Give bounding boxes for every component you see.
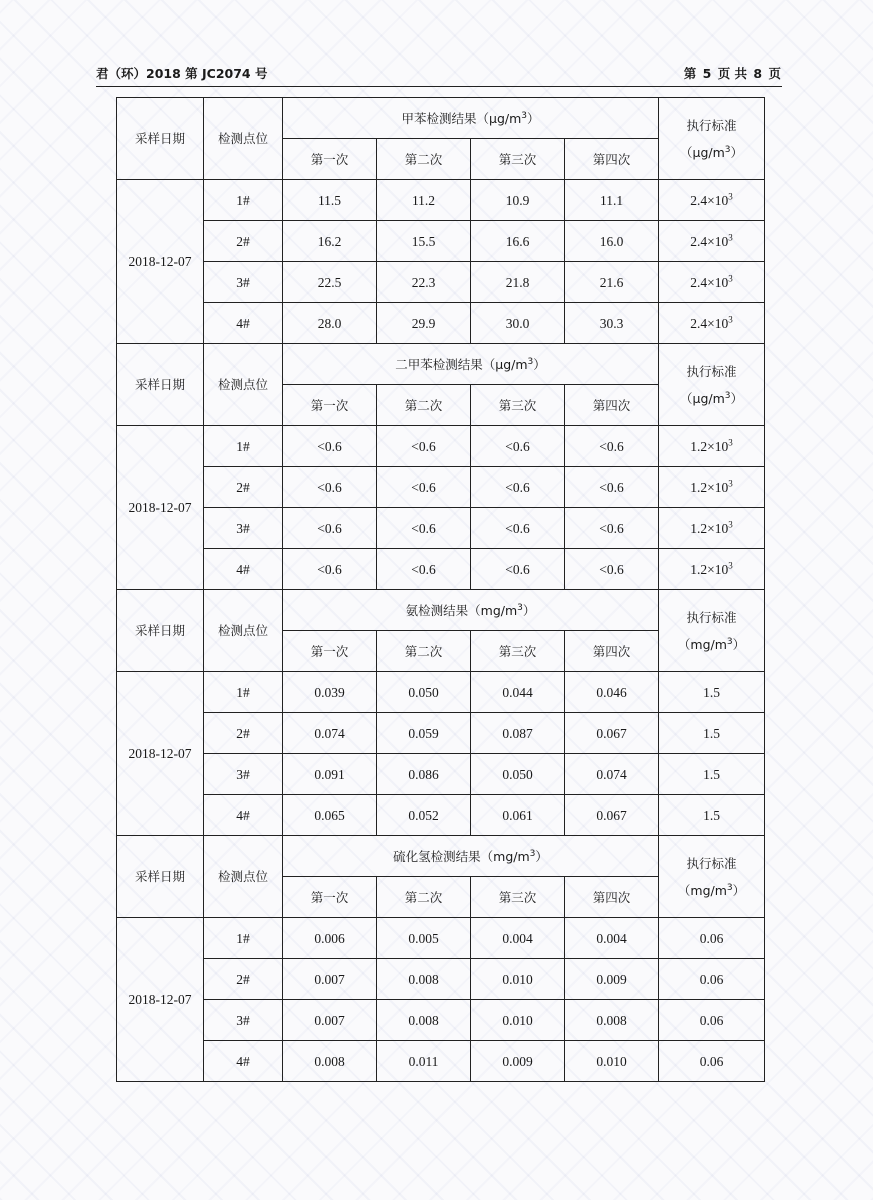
date-column-header: 采样日期 — [117, 344, 204, 426]
table-row — [117, 467, 765, 508]
standard-value-text: 0.06 — [699, 971, 724, 987]
page-end: 页 — [768, 66, 781, 81]
measurement-value: <0.6 — [471, 549, 565, 590]
standard-value-text: 2.4×10 — [690, 233, 729, 249]
standard-unit-sup: 3 — [724, 144, 731, 155]
sampling-date: 2018-12-07 — [117, 180, 204, 344]
measurement-value: 0.061 — [471, 795, 565, 836]
section-header-row — [117, 98, 765, 139]
section-header-row — [117, 590, 765, 631]
measurement-value: 0.067 — [565, 713, 659, 754]
standard-column-header — [659, 590, 765, 672]
measurement-value: 28.0 — [283, 303, 377, 344]
run-header: 第二次 — [377, 877, 471, 918]
standard-unit-sup: 3 — [726, 636, 733, 647]
sampling-point: 4# — [204, 795, 283, 836]
measurement-value: 0.006 — [283, 918, 377, 959]
sampling-point: 1# — [204, 426, 283, 467]
standard-column-header — [659, 98, 765, 180]
measurement-value: <0.6 — [283, 426, 377, 467]
document-number: 君（环）2018 第 JC2074 号 — [96, 66, 268, 81]
measurement-value: 0.004 — [471, 918, 565, 959]
table-row — [117, 508, 765, 549]
section-header-row — [117, 836, 765, 877]
point-column-header: 检测点位 — [204, 344, 283, 426]
page-indicator — [683, 64, 782, 82]
standard-value-text: 1.2×10 — [690, 438, 729, 454]
measurement-value: <0.6 — [377, 426, 471, 467]
section-title-text: 甲苯检测结果（μg/m — [401, 110, 522, 126]
standard-value-text: 1.2×10 — [690, 561, 729, 577]
measurement-value: 0.039 — [283, 672, 377, 713]
sampling-point: 2# — [204, 959, 283, 1000]
standard-unit-close: ） — [732, 882, 746, 898]
date-column-header: 采样日期 — [117, 836, 204, 918]
standard-value — [659, 426, 765, 467]
standard-label: 执行标准 — [686, 117, 737, 133]
table-row — [117, 1041, 765, 1082]
date-column-header: 采样日期 — [117, 98, 204, 180]
measurement-value: 0.010 — [471, 1000, 565, 1041]
standard-unit: （μg/m — [680, 390, 725, 406]
measurement-value: 0.044 — [471, 672, 565, 713]
page-total: 8 — [753, 66, 763, 81]
run-header: 第一次 — [283, 385, 377, 426]
standard-value — [659, 672, 765, 713]
date-column-header: 采样日期 — [117, 590, 204, 672]
page-header — [96, 62, 782, 87]
measurement-value: 11.2 — [377, 180, 471, 221]
run-header: 第四次 — [565, 385, 659, 426]
section-title-text: 硫化氢检测结果（mg/m — [393, 848, 530, 864]
standard-value-text: 1.2×10 — [690, 479, 729, 495]
measurement-value: <0.6 — [377, 467, 471, 508]
measurement-value: 0.008 — [377, 959, 471, 1000]
measurement-value: 0.011 — [377, 1041, 471, 1082]
measurement-value: 16.6 — [471, 221, 565, 262]
table-row — [117, 918, 765, 959]
standard-value-sup: 3 — [728, 232, 733, 242]
standard-unit: （mg/m — [677, 882, 727, 898]
measurement-value: 30.3 — [565, 303, 659, 344]
measurement-value: 0.009 — [565, 959, 659, 1000]
sampling-point: 3# — [204, 508, 283, 549]
measurement-value: 0.059 — [377, 713, 471, 754]
standard-value-text: 1.5 — [703, 684, 720, 700]
standard-value — [659, 303, 765, 344]
run-header: 第一次 — [283, 631, 377, 672]
standard-value-sup: 3 — [728, 478, 733, 488]
table-row — [117, 713, 765, 754]
measurement-value: 0.009 — [471, 1041, 565, 1082]
standard-unit-close: ） — [732, 636, 746, 652]
standard-value-sup: 3 — [728, 314, 733, 324]
sampling-point: 3# — [204, 754, 283, 795]
table-row — [117, 221, 765, 262]
measurement-value: <0.6 — [471, 467, 565, 508]
run-header: 第一次 — [283, 877, 377, 918]
standard-value-text: 2.4×10 — [690, 274, 729, 290]
measurement-value: 0.074 — [565, 754, 659, 795]
standard-value-text: 0.06 — [699, 1053, 724, 1069]
section-title-close: ） — [535, 848, 548, 864]
measurement-value: 0.046 — [565, 672, 659, 713]
sampling-point: 1# — [204, 180, 283, 221]
sampling-point: 4# — [204, 303, 283, 344]
measurement-value: 11.1 — [565, 180, 659, 221]
table-row — [117, 795, 765, 836]
sampling-point: 1# — [204, 672, 283, 713]
measurement-value: 0.065 — [283, 795, 377, 836]
standard-unit-sup: 3 — [726, 882, 733, 893]
table-row — [117, 959, 765, 1000]
standard-value — [659, 754, 765, 795]
standard-value — [659, 549, 765, 590]
sampling-point: 2# — [204, 713, 283, 754]
run-header: 第四次 — [565, 877, 659, 918]
standard-value-sup: 3 — [728, 437, 733, 447]
measurement-value: 0.008 — [283, 1041, 377, 1082]
table-row — [117, 180, 765, 221]
section-title-sup: 3 — [521, 110, 528, 121]
section-title-close: ） — [522, 602, 536, 618]
standard-value-text: 1.5 — [703, 766, 720, 782]
measurement-value: <0.6 — [377, 508, 471, 549]
standard-value — [659, 262, 765, 303]
measurement-value: 0.050 — [471, 754, 565, 795]
measurement-value: 15.5 — [377, 221, 471, 262]
page-word: 第 — [683, 66, 697, 81]
standard-unit-close: ） — [730, 390, 744, 406]
section-title — [283, 344, 659, 385]
run-header: 第二次 — [377, 631, 471, 672]
table-row — [117, 303, 765, 344]
standard-value-text: 2.4×10 — [690, 192, 729, 208]
measurement-value: 11.5 — [283, 180, 377, 221]
measurement-value: <0.6 — [283, 549, 377, 590]
measurement-value: 22.5 — [283, 262, 377, 303]
standard-value-sup: 3 — [728, 191, 733, 201]
sampling-point: 1# — [204, 918, 283, 959]
standard-value-text: 1.5 — [703, 725, 720, 741]
standard-value-text: 0.06 — [699, 930, 724, 946]
run-header: 第三次 — [471, 385, 565, 426]
standard-unit: （mg/m — [677, 636, 727, 652]
standard-value — [659, 959, 765, 1000]
table-row — [117, 262, 765, 303]
point-column-header: 检测点位 — [204, 98, 283, 180]
standard-value-sup: 3 — [728, 560, 733, 570]
measurement-value: 0.007 — [283, 959, 377, 1000]
measurement-value: 0.005 — [377, 918, 471, 959]
sampling-point: 4# — [204, 549, 283, 590]
standard-value — [659, 795, 765, 836]
measurement-value: 0.074 — [283, 713, 377, 754]
standard-value-text: 1.5 — [703, 807, 720, 823]
table-row — [117, 1000, 765, 1041]
measurement-value: 0.008 — [565, 1000, 659, 1041]
measurement-value: 0.008 — [377, 1000, 471, 1041]
measurement-value: <0.6 — [471, 426, 565, 467]
standard-value-sup: 3 — [728, 519, 733, 529]
results-table — [116, 97, 765, 1082]
sampling-point: 3# — [204, 262, 283, 303]
measurement-value: 0.004 — [565, 918, 659, 959]
measurement-value: 16.0 — [565, 221, 659, 262]
section-title-sup: 3 — [517, 602, 523, 613]
section-title-sup: 3 — [529, 848, 536, 859]
table-row — [117, 672, 765, 713]
standard-column-header — [659, 836, 765, 918]
table-row — [117, 426, 765, 467]
point-column-header: 检测点位 — [204, 590, 283, 672]
standard-value-text: 1.2×10 — [690, 520, 729, 536]
standard-value-sup: 3 — [728, 273, 733, 283]
standard-value — [659, 221, 765, 262]
standard-value — [659, 713, 765, 754]
run-header: 第四次 — [565, 631, 659, 672]
standard-unit-close: ） — [730, 144, 744, 160]
standard-unit: （μg/m — [680, 144, 725, 160]
measurement-value: <0.6 — [565, 508, 659, 549]
measurement-value: 0.091 — [283, 754, 377, 795]
sampling-point: 2# — [204, 467, 283, 508]
sampling-date: 2018-12-07 — [117, 918, 204, 1082]
measurement-value: <0.6 — [565, 426, 659, 467]
measurement-value: 0.086 — [377, 754, 471, 795]
section-header-row — [117, 344, 765, 385]
measurement-value: 0.010 — [565, 1041, 659, 1082]
measurement-value: 0.052 — [377, 795, 471, 836]
table-row — [117, 754, 765, 795]
standard-value — [659, 1000, 765, 1041]
table-row — [117, 549, 765, 590]
section-title — [283, 98, 659, 139]
standard-value — [659, 918, 765, 959]
sampling-date: 2018-12-07 — [117, 672, 204, 836]
section-title-close: ） — [533, 356, 546, 372]
section-title-text: 氨检测结果（mg/m — [405, 602, 518, 618]
measurement-value: 30.0 — [471, 303, 565, 344]
run-header: 第二次 — [377, 385, 471, 426]
standard-value-text: 2.4×10 — [690, 315, 729, 331]
measurement-value: <0.6 — [565, 549, 659, 590]
measurement-value: 0.050 — [377, 672, 471, 713]
section-title — [283, 590, 659, 631]
standard-value — [659, 180, 765, 221]
measurement-value: 22.3 — [377, 262, 471, 303]
run-header: 第三次 — [471, 139, 565, 180]
sampling-point: 2# — [204, 221, 283, 262]
section-title — [283, 836, 659, 877]
run-header: 第三次 — [471, 877, 565, 918]
section-title-text: 二甲苯检测结果（μg/m — [395, 356, 528, 372]
standard-label: 执行标准 — [686, 855, 737, 871]
run-header: 第二次 — [377, 139, 471, 180]
page-mid: 页 共 — [717, 66, 748, 81]
measurement-value: <0.6 — [471, 508, 565, 549]
measurement-value: <0.6 — [377, 549, 471, 590]
page-current: 5 — [702, 66, 712, 81]
measurement-value: 0.067 — [565, 795, 659, 836]
measurement-value: 16.2 — [283, 221, 377, 262]
run-header: 第四次 — [565, 139, 659, 180]
measurement-value: 0.087 — [471, 713, 565, 754]
run-header: 第三次 — [471, 631, 565, 672]
standard-label: 执行标准 — [686, 363, 737, 379]
measurement-value: 21.6 — [565, 262, 659, 303]
measurement-value: <0.6 — [283, 508, 377, 549]
measurement-value: 21.8 — [471, 262, 565, 303]
measurement-value: <0.6 — [283, 467, 377, 508]
standard-unit-sup: 3 — [724, 390, 731, 401]
measurement-value: <0.6 — [565, 467, 659, 508]
standard-label: 执行标准 — [686, 609, 737, 625]
measurement-value: 0.007 — [283, 1000, 377, 1041]
section-title-sup: 3 — [527, 356, 534, 367]
measurement-value: 0.010 — [471, 959, 565, 1000]
section-title-close: ） — [527, 110, 540, 126]
measurement-value: 10.9 — [471, 180, 565, 221]
standard-value — [659, 467, 765, 508]
standard-column-header — [659, 344, 765, 426]
sampling-point: 4# — [204, 1041, 283, 1082]
point-column-header: 检测点位 — [204, 836, 283, 918]
standard-value-text: 0.06 — [699, 1012, 724, 1028]
run-header: 第一次 — [283, 139, 377, 180]
sampling-point: 3# — [204, 1000, 283, 1041]
sampling-date: 2018-12-07 — [117, 426, 204, 590]
standard-value — [659, 1041, 765, 1082]
standard-value — [659, 508, 765, 549]
measurement-value: 29.9 — [377, 303, 471, 344]
